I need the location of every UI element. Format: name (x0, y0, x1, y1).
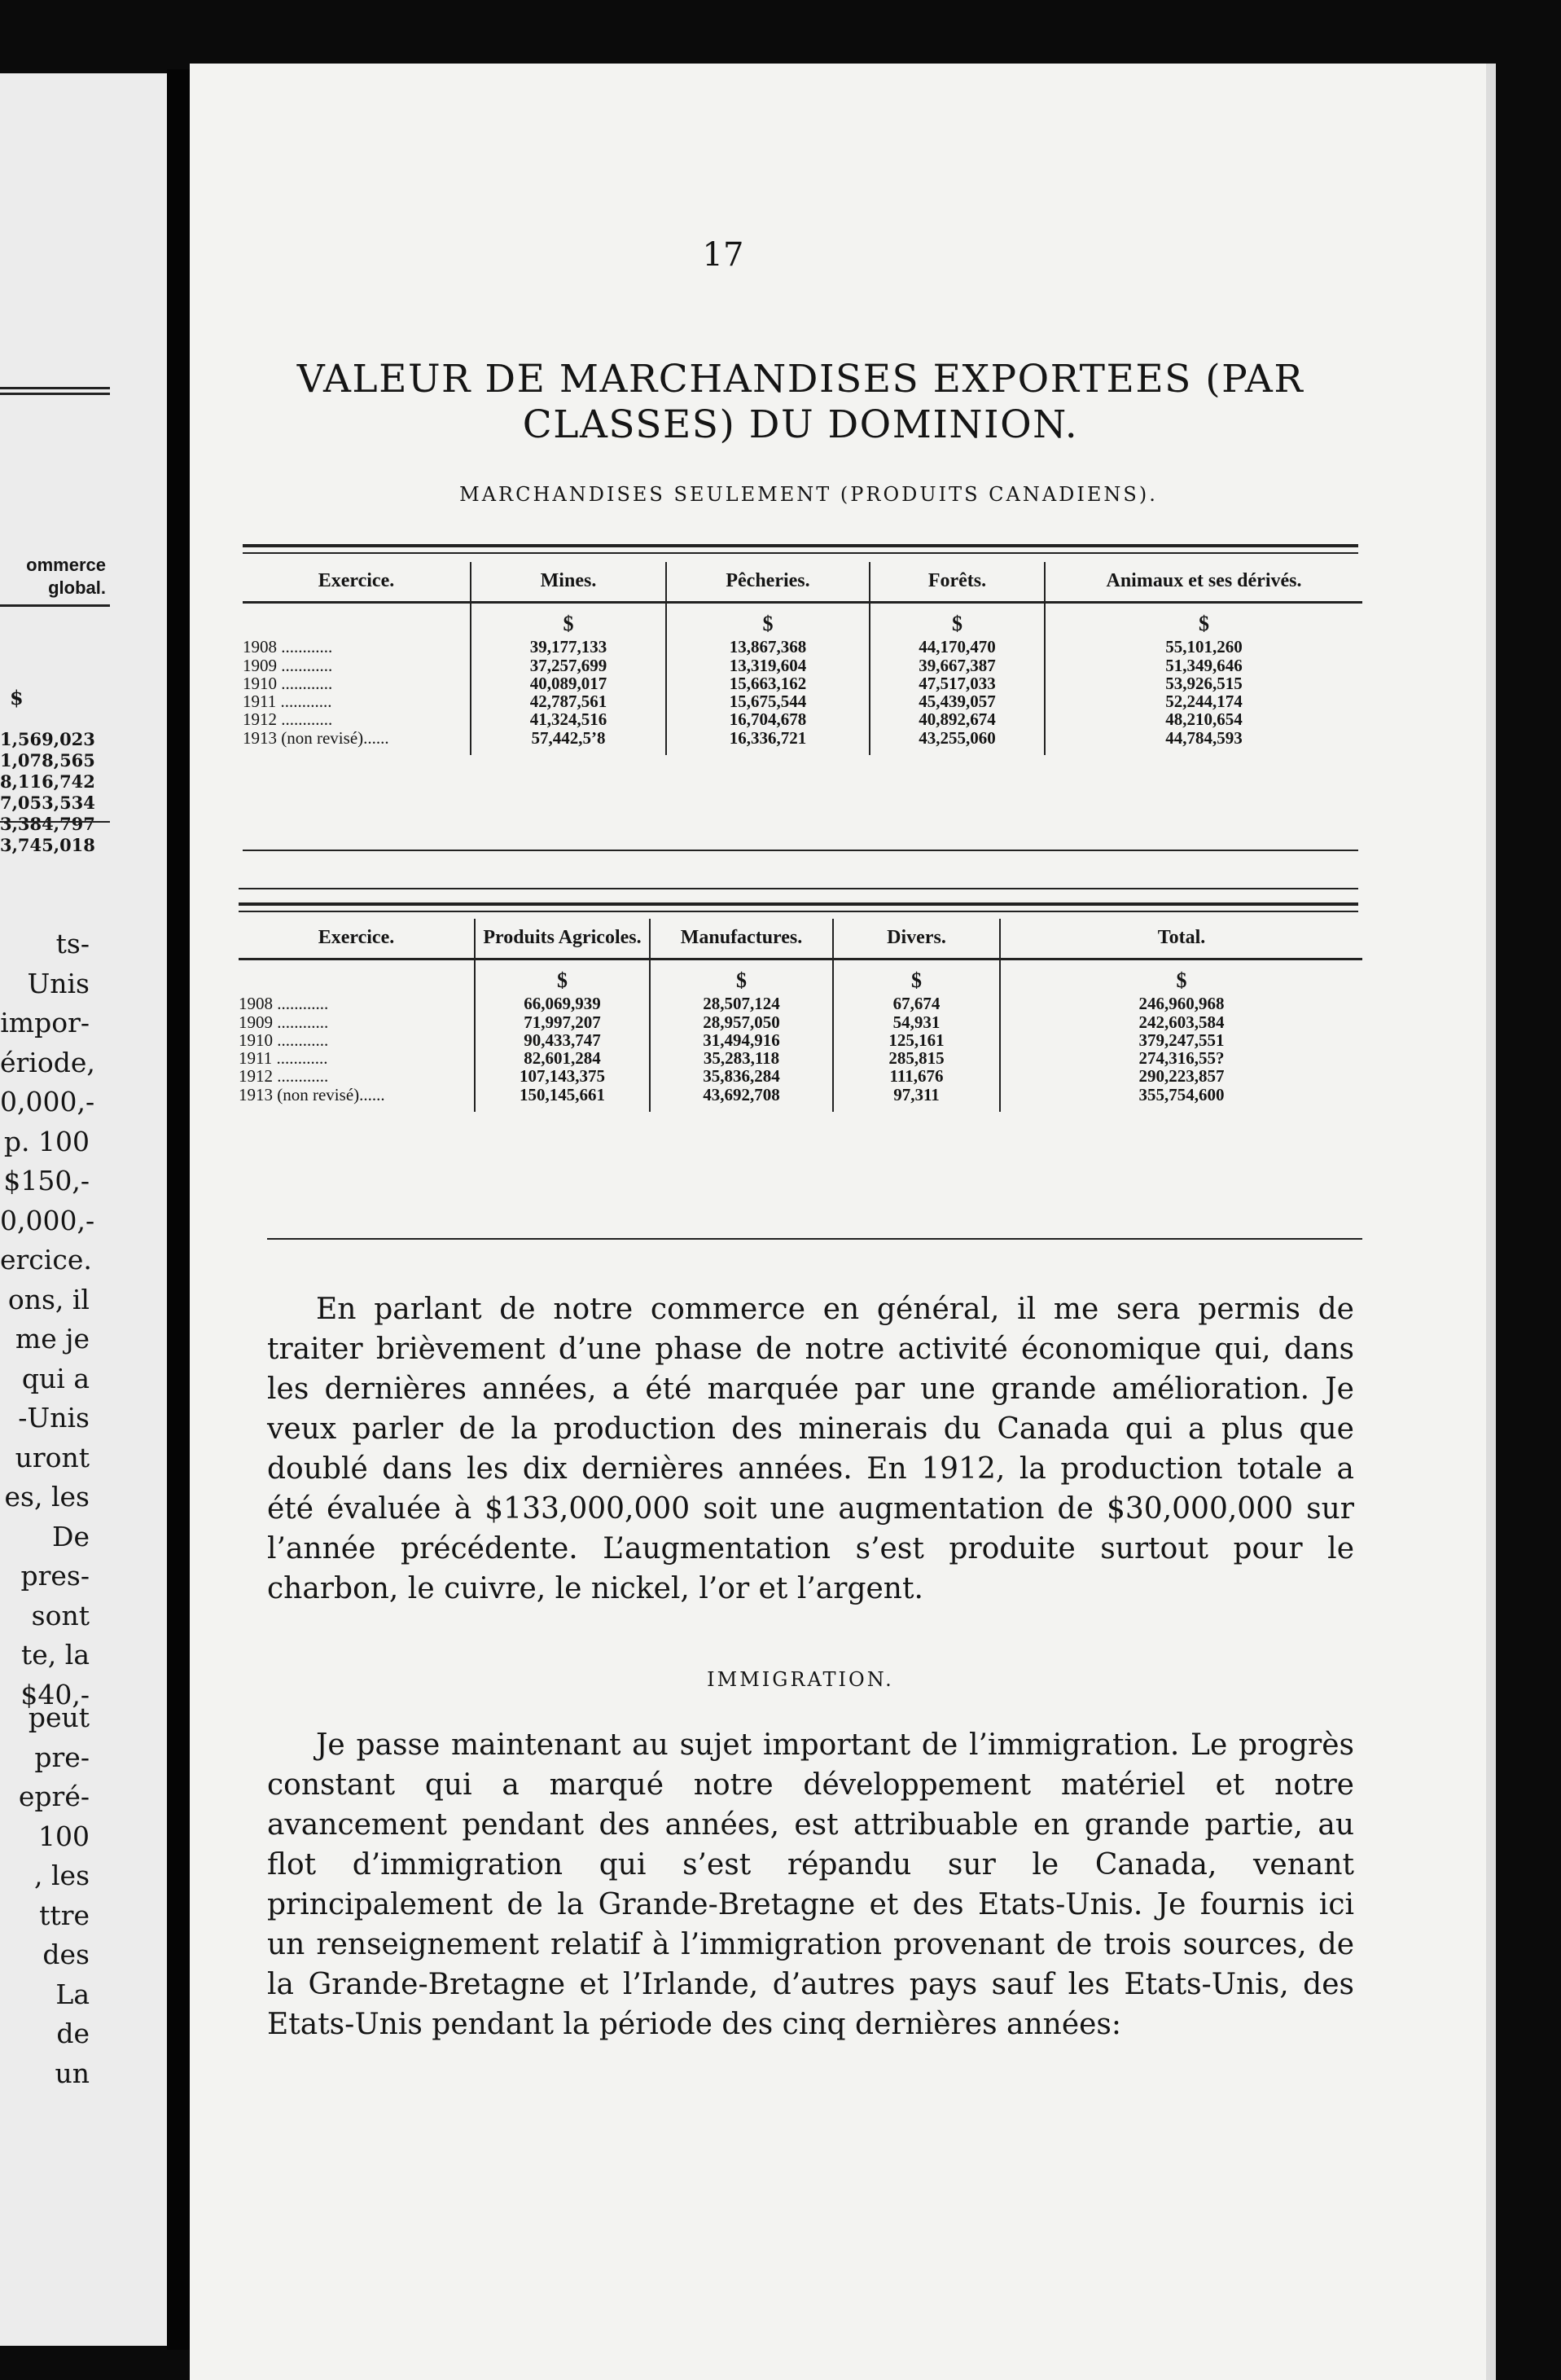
table-row (239, 1031, 1362, 1049)
left-value: 3,745,018 (0, 835, 95, 855)
left-text-line: pres- (20, 1560, 90, 1592)
currency-symbol: $ (475, 959, 650, 995)
value-cell: 67,674 (833, 995, 1000, 1012)
value-cell: 15,675,544 (666, 692, 870, 710)
exports-table-2 (239, 919, 1362, 1112)
book-spine (167, 69, 190, 2350)
currency-row (239, 959, 1362, 995)
left-rule (0, 821, 110, 823)
left-text-line: , les (34, 1860, 90, 1891)
table-top-rule (239, 911, 1358, 912)
table-top-rule (239, 902, 1358, 906)
value-cell: 290,223,857 (1000, 1067, 1362, 1085)
left-header-line: global. (48, 577, 106, 598)
table-top-rule (243, 552, 1358, 554)
value-cell: 42,787,561 (471, 692, 666, 710)
left-currency: $ (10, 686, 24, 709)
left-text-line: 0,000,- (0, 1204, 95, 1236)
left-value: 7,053,534 (0, 793, 95, 813)
value-cell: 16,336,721 (666, 729, 870, 755)
value-cell: 44,170,470 (870, 638, 1045, 656)
left-text-line: ts-Unis (27, 928, 90, 999)
table-body (243, 603, 1362, 756)
year-cell: 1910 ............ (243, 673, 333, 693)
value-cell: 13,867,368 (666, 638, 870, 656)
currency-symbol: $ (471, 603, 666, 639)
left-text-line: 0,000,- (0, 1086, 95, 1118)
year-cell: 1912 ............ (239, 1066, 329, 1087)
value-cell: 274,316,55? (1000, 1049, 1362, 1067)
year-cell: 1910 ............ (239, 1030, 329, 1050)
left-text-line: $150,- (3, 1165, 90, 1197)
value-cell: 242,603,584 (1000, 1013, 1362, 1031)
year-cell: 1912 ............ (243, 709, 333, 730)
year-cell: 1911 ............ (239, 1048, 328, 1069)
value-cell: 35,836,284 (650, 1067, 833, 1085)
paragraph-mineral-production (267, 1289, 1354, 1609)
table-row (243, 674, 1362, 692)
currency-symbol: $ (833, 959, 1000, 995)
value-cell: 52,244,174 (1045, 692, 1362, 710)
value-cell: 107,143,375 (475, 1067, 650, 1085)
value-cell: 125,161 (833, 1031, 1000, 1049)
table-row (243, 692, 1362, 710)
value-cell: 45,439,057 (870, 692, 1045, 710)
page-title (239, 357, 1362, 448)
value-cell: 39,177,133 (471, 638, 666, 656)
value-cell: 285,815 (833, 1049, 1000, 1067)
table-top-rule (243, 544, 1358, 547)
left-text-line: ons, il (7, 1283, 90, 1315)
table-bottom-rule (267, 1238, 1362, 1240)
table-header-row (239, 919, 1362, 959)
value-cell: 43,255,060 (870, 729, 1045, 755)
header-manufactures: Manufactures. (650, 919, 833, 959)
value-cell: 55,101,260 (1045, 638, 1362, 656)
left-facing-page (0, 73, 167, 2346)
currency-symbol: $ (1000, 959, 1362, 995)
paragraph-text: Je passe maintenant au sujet important de l’immigration. Le progrès constant qui a marqué notre développement matériel et notre avancement pendant des années, est attribuable en grande partie, au flot d’immigration qui s’est répandu sur le Canada, venant principalement de la Grande-Bretagne et des Etats-Unis. Je fournis ici un renseignement relatif à l’immigration provenant de trois sources, de la Grande-Bretagne et l’Irlande, d’autres pays sauf les Etats-Unis, des Etats-Unis pendant la période des cinq dernières années: (267, 1728, 1354, 2041)
left-text-line: ttre (39, 1899, 90, 1931)
table-body (239, 959, 1362, 1113)
table-row (243, 729, 1362, 755)
year-cell: 1908 ............ (239, 994, 329, 1014)
page-subtitle: MARCHANDISES SEULEMENT (PRODUITS CANADIENS). (459, 483, 1158, 506)
exports-table-1 (243, 562, 1362, 755)
header-mines: Mines. (471, 562, 666, 603)
value-cell: 47,517,033 (870, 674, 1045, 692)
value-cell: 43,692,708 (650, 1086, 833, 1112)
left-text-line: te, la (21, 1639, 90, 1671)
value-cell: 40,892,674 (870, 710, 1045, 728)
header-forets: Forêts. (870, 562, 1045, 603)
year-cell: 1909 ............ (239, 1012, 329, 1032)
value-cell: 31,494,916 (650, 1031, 833, 1049)
value-cell: 16,704,678 (666, 710, 870, 728)
left-text-line: ériode, (0, 1046, 95, 1078)
table-row (243, 638, 1362, 656)
left-text-line: peut (28, 1702, 90, 1733)
left-value: 1,569,023 (0, 729, 95, 749)
left-value: 3,384,797 (0, 814, 95, 834)
value-cell: 41,324,516 (471, 710, 666, 728)
left-text-line: des (42, 1939, 90, 1970)
left-values (0, 729, 95, 856)
table-header-row (243, 562, 1362, 603)
value-cell: 150,145,661 (475, 1086, 650, 1112)
left-text-block (0, 924, 95, 1715)
currency-symbol: $ (666, 603, 870, 639)
year-cell: 1911 ............ (243, 692, 332, 712)
value-cell: 82,601,284 (475, 1049, 650, 1067)
value-cell: 44,784,593 (1045, 729, 1362, 755)
value-cell: 97,311 (833, 1086, 1000, 1112)
header-produits-agricoles: Produits Agricoles. (475, 919, 650, 959)
value-cell: 379,247,551 (1000, 1031, 1362, 1049)
left-text-line: es, les (4, 1481, 90, 1513)
table-row (243, 656, 1362, 674)
value-cell: 39,667,387 (870, 656, 1045, 674)
left-text-line: de (56, 2018, 90, 2049)
left-header-line: ommerce (26, 555, 106, 575)
left-column-header (0, 554, 106, 599)
value-cell: 57,442,5’8 (471, 729, 666, 755)
value-cell: 35,283,118 (650, 1049, 833, 1067)
paragraph-immigration (267, 1725, 1354, 2044)
left-text-line: sont (31, 1599, 90, 1631)
left-text-line: me je (15, 1323, 90, 1355)
title-line: VALEUR DE MARCHANDISES EXPORTEES (PAR (296, 357, 1304, 402)
value-cell: 28,507,124 (650, 995, 833, 1012)
value-cell: 28,957,050 (650, 1013, 833, 1031)
main-page (190, 64, 1486, 2380)
left-text-line: $40,- (20, 1678, 90, 1710)
table-row (239, 1013, 1362, 1031)
value-cell: 53,926,515 (1045, 674, 1362, 692)
currency-symbol: $ (1045, 603, 1362, 639)
left-text-line: 100 (38, 1820, 90, 1852)
left-rule (0, 393, 110, 395)
header-divers: Divers. (833, 919, 1000, 959)
value-cell: 15,663,162 (666, 674, 870, 692)
left-text-line: De (52, 1520, 90, 1552)
left-text-line: epré- (18, 1781, 90, 1812)
value-cell: 111,676 (833, 1067, 1000, 1085)
header-total: Total. (1000, 919, 1362, 959)
table-row (239, 1049, 1362, 1067)
value-cell: 13,319,604 (666, 656, 870, 674)
table-row (239, 995, 1362, 1012)
year-cell: 1913 (non revisé)...... (239, 1084, 385, 1104)
title-line: CLASSES) DU DOMINION. (522, 402, 1079, 447)
page-edge (1486, 64, 1496, 2380)
left-rule (0, 604, 110, 607)
currency-row (243, 603, 1362, 639)
table-row (243, 710, 1362, 728)
value-cell: 66,069,939 (475, 995, 650, 1012)
paragraph-text: En parlant de notre commerce en général, il me sera permis de traiter brièvement d’une phase de notre activité économique qui, dans les dernières années, a été marquée par une grande amélioration. Je veux parler de la production des minerais du Canada qui a plus que doublé dans les dix dernières années. En 1912, la production totale a été évaluée à $133,000,000 soit une augmentation de $30,000,000 sur l’année précédente. L’augmentation s’est produite surtout pour le charbon, le cuivre, le nickel, l’or et l’argent. (267, 1293, 1354, 1605)
value-cell: 37,257,699 (471, 656, 666, 674)
left-text-line: impor- (0, 1007, 90, 1039)
table-bottom-rule (243, 850, 1358, 851)
left-text-line: -Unis (18, 1402, 90, 1434)
year-cell: 1908 ............ (243, 637, 333, 657)
left-value: 8,116,742 (0, 771, 95, 792)
left-text-line: p. 100 (3, 1125, 90, 1157)
left-text-line: uront (15, 1441, 90, 1473)
value-cell: 48,210,654 (1045, 710, 1362, 728)
year-cell: 1909 ............ (243, 655, 333, 675)
table-row (239, 1067, 1362, 1085)
value-cell: 246,960,968 (1000, 995, 1362, 1012)
table-top-rule (239, 888, 1358, 889)
table-row (239, 1086, 1362, 1112)
header-exercice: Exercice. (239, 919, 475, 959)
currency-symbol: $ (870, 603, 1045, 639)
left-text-line: un (55, 2057, 90, 2089)
header-animaux: Animaux et ses dérivés. (1045, 562, 1362, 603)
value-cell: 40,089,017 (471, 674, 666, 692)
header-pecheries: Pêcheries. (666, 562, 870, 603)
value-cell: 90,433,747 (475, 1031, 650, 1049)
section-heading: IMMIGRATION. (707, 1668, 894, 1691)
page-number: 17 (702, 236, 744, 274)
left-text-line: La (55, 1978, 90, 2010)
year-cell: 1913 (non revisé)...... (243, 727, 389, 748)
value-cell: 54,931 (833, 1013, 1000, 1031)
left-text-block (0, 1698, 90, 2093)
left-value: 1,078,565 (0, 750, 95, 771)
currency-symbol: $ (650, 959, 833, 995)
left-text-line: qui a (21, 1362, 90, 1394)
left-rule (0, 387, 110, 389)
left-text-line: pre- (34, 1741, 90, 1773)
value-cell: 51,349,646 (1045, 656, 1362, 674)
value-cell: 71,997,207 (475, 1013, 650, 1031)
left-text-line: ercice. (0, 1244, 92, 1276)
header-exercice: Exercice. (243, 562, 471, 603)
value-cell: 355,754,600 (1000, 1086, 1362, 1112)
